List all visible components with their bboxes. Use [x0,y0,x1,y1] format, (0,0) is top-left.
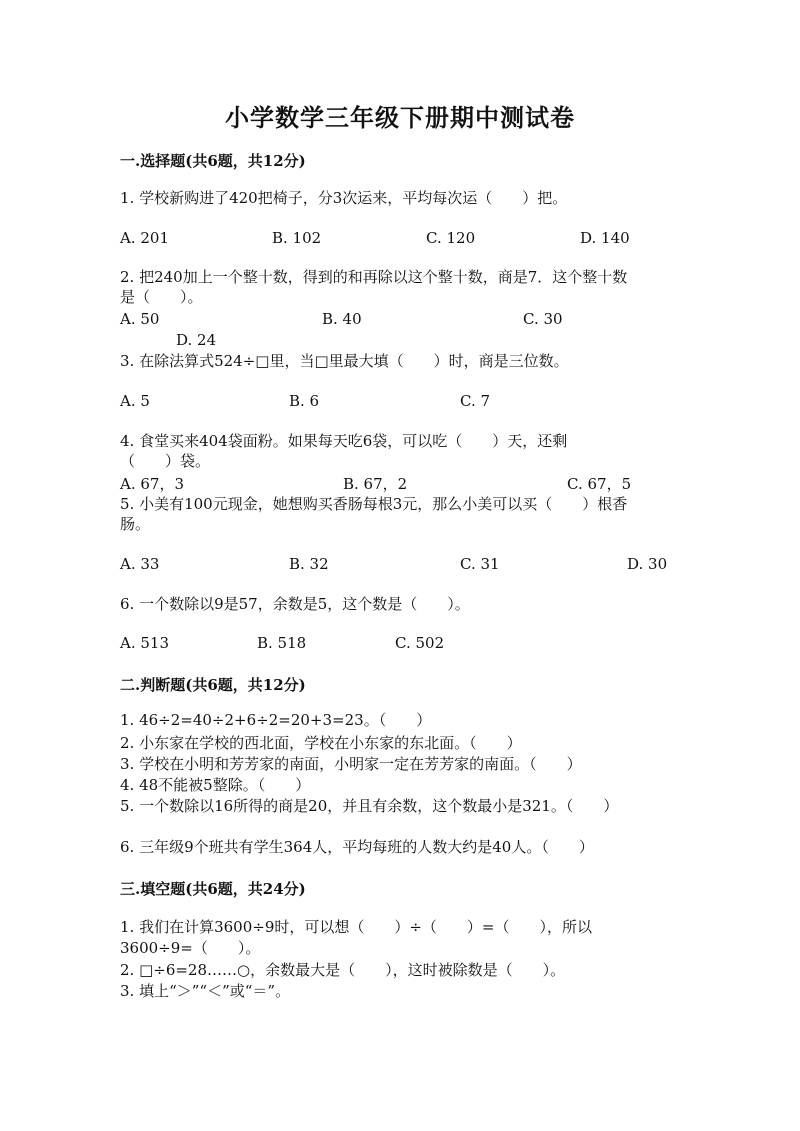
option: C. 30 [523,310,563,328]
question-text: 1. 46÷2=40÷2+6÷2=20+3=23。（ ） [120,711,432,729]
option: A. 5 [120,392,150,410]
question-text: 6. 一个数除以9是57，余数是5，这个数是（ ）。 [120,595,470,613]
option: B. 32 [289,555,329,573]
question-text: 3. 学校在小明和芳芳家的南面，小明家一定在芳芳家的南面。（ ） [120,755,582,773]
section-heading-fill-blank: 三.填空题(共6题，共24分) [120,880,306,898]
option: B. 40 [322,310,362,328]
question-text: 3. 在除法算式524÷□里，当□里最大填（ ）时，商是三位数。 [120,352,569,370]
question-text: 肠。 [120,515,151,533]
option: A. 201 [120,229,169,247]
question-text: 2. □÷6=28……○，余数最大是（ ），这时被除数是（ ）。 [120,961,566,979]
option: D. 24 [176,331,217,349]
option: C. 502 [395,634,445,652]
question-text: 4. 食堂买来404袋面粉。如果每天吃6袋，可以吃（ ）天，还剩 [120,432,568,450]
question-text: 5. 一个数除以16所得的商是20，并且有余数，这个数最小是321。（ ） [120,797,619,815]
option: B. 67，2 [343,475,408,493]
option: A. 513 [120,634,169,652]
question-text: 1. 学校新购进了420把椅子，分3次运来，平均每次运（ ）把。 [120,189,568,207]
question-text: （ ）袋。 [120,452,211,470]
question-text: 4. 48不能被5整除。（ ） [120,776,311,794]
option: C. 31 [460,555,500,573]
option: C. 120 [426,229,476,247]
section-heading-choice: 一.选择题(共6题，共12分) [120,152,306,170]
option: A. 33 [120,555,160,573]
option: D. 140 [580,229,630,247]
question-text: 1. 我们在计算3600÷9时，可以想（ ）÷（ ）=（ ），所以 [120,918,593,936]
option: A. 67，3 [120,475,184,493]
question-text: 是（ ）。 [120,288,203,306]
question-text: 3600÷9=（ ）。 [120,939,261,957]
option: C. 67，5 [567,475,632,493]
option: D. 30 [627,555,668,573]
option: B. 518 [257,634,307,652]
question-text: 2. 小东家在学校的西北面，学校在小东家的东北面。（ ） [120,734,522,752]
option: B. 6 [289,392,320,410]
question-text: 5. 小美有100元现金，她想购买香肠每根3元，那么小美可以买（ ）根香 [120,495,628,513]
section-heading-judgement: 二.判断题(共6题，共12分) [120,676,306,694]
option: A. 50 [120,310,160,328]
question-text: 6. 三年级9个班共有学生364人，平均每班的人数大约是40人。（ ） [120,838,594,856]
question-text: 2. 把240加上一个整十数，得到的和再除以这个整十数，商是7．这个整十数 [120,268,628,286]
option: C. 7 [460,392,491,410]
question-text: 3. 填上“＞”“＜”或“＝”。 [120,982,291,1000]
page-title: 小学数学三年级下册期中测试卷 [225,103,575,132]
option: B. 102 [272,229,322,247]
